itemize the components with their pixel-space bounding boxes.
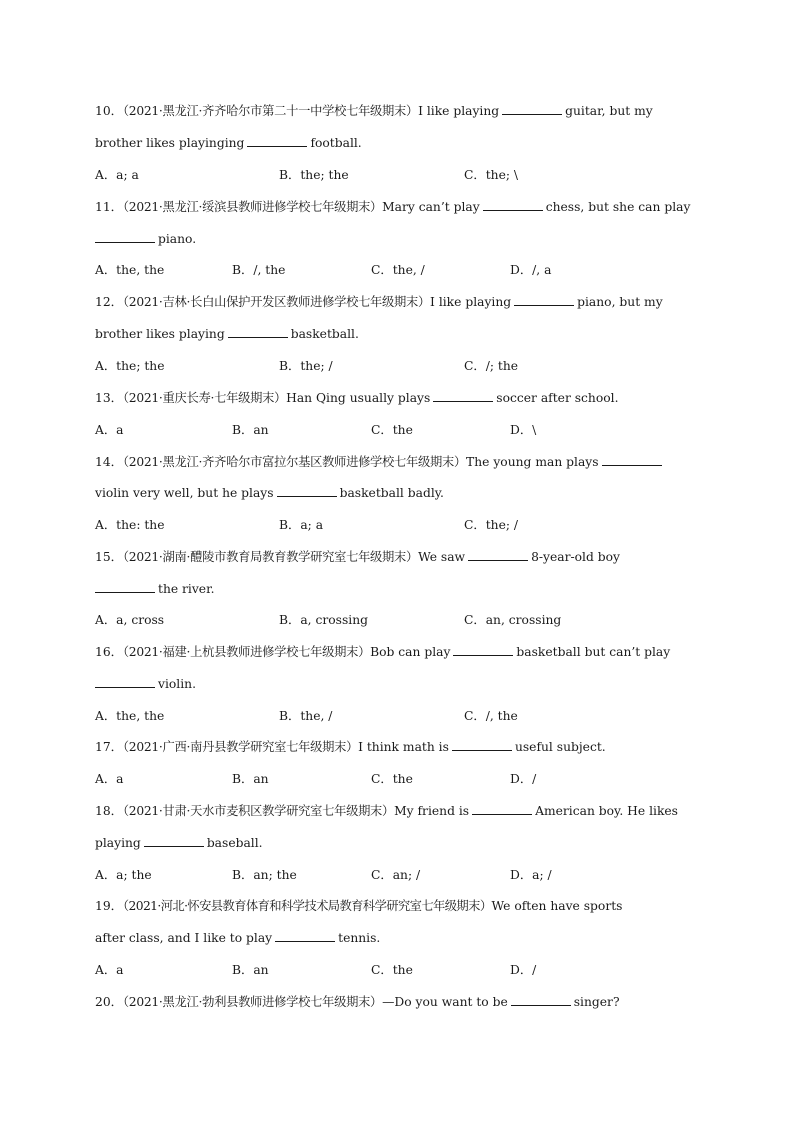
option-c: C．the; \ — [464, 168, 519, 182]
question-15-line-1: 15．（2021·湖南·醴陵市教育局教育教学研究室七年级期末）We saw 8-year-old boy — [95, 550, 620, 564]
question-source: （2021·吉林·长白山保护开发区教师进修学校七年级期末） — [122, 295, 431, 309]
question-11-line-1: 11．（2021·黑龙江·绥滨县教师进修学校七年级期末）Mary can’t play chess, but she can play — [95, 200, 691, 214]
question-19-line-1: 19．（2021·河北·怀安县教育体育和科学技术局教育科学研究室七年级期末）We often have sports — [95, 899, 623, 913]
option-b: B．an — [232, 423, 269, 437]
question-16-line-2: violin. — [95, 676, 700, 692]
option-a: A．the; the — [95, 359, 165, 373]
answer-blank — [453, 644, 513, 656]
option-b: B．/, the — [232, 263, 286, 277]
option-a: A．a; the — [95, 868, 152, 882]
question-15-line-2: the river. — [95, 581, 700, 597]
question-14-line-2: violin very well, but he plays basketball badly. — [95, 486, 444, 500]
question-20-line-1: 20．（2021·黑龙江·勃利县教师进修学校七年级期末）—Do you want to be singer? — [95, 995, 620, 1009]
question-source: （2021·重庆长寿·七年级期末） — [122, 391, 287, 405]
option-c: C．the — [371, 423, 413, 437]
answer-blank — [144, 835, 204, 847]
option-b: B．the; / — [279, 359, 333, 373]
answer-blank — [433, 390, 493, 402]
option-c: C．an, crossing — [464, 613, 562, 627]
question-14-line-1: 14．（2021·黑龙江·齐齐哈尔市富拉尔基区教师进修学校七年级期末）The young man plays — [95, 454, 700, 470]
question-10-line-2: brother likes playinging football. — [95, 136, 362, 150]
question-source: （2021·福建·上杭县教师进修学校七年级期末） — [122, 645, 371, 659]
answer-blank — [247, 135, 307, 147]
question-11-line-2: piano. — [95, 231, 700, 247]
answer-blank — [502, 103, 562, 115]
option-d: D．a; / — [510, 868, 552, 882]
question-source: （2021·黑龙江·齐齐哈尔市富拉尔基区教师进修学校七年级期末） — [122, 455, 467, 469]
option-c: C．an; / — [371, 868, 421, 882]
option-d: D．/ — [510, 963, 537, 977]
question-10-line-1: 10．（2021·黑龙江·齐齐哈尔市第二十一中学校七年级期末）I like playing guitar, but my — [95, 104, 653, 118]
answer-blank — [468, 549, 528, 561]
question-source: （2021·河北·怀安县教育体育和科学技术局教育科学研究室七年级期末） — [122, 899, 492, 913]
answer-blank — [95, 231, 155, 243]
answer-blank — [228, 326, 288, 338]
question-source: （2021·甘肃·天水市麦积区教学研究室七年级期末） — [122, 804, 395, 818]
option-c: C．/; the — [464, 359, 519, 373]
option-b: B．a; a — [279, 518, 324, 532]
answer-blank — [275, 930, 335, 942]
option-b: B．an — [232, 963, 269, 977]
option-b: B．an — [232, 772, 269, 786]
answer-blank — [95, 676, 155, 688]
option-b: B．an; the — [232, 868, 297, 882]
answer-blank — [95, 581, 155, 593]
option-b: B．the, / — [279, 709, 333, 723]
question-source: （2021·黑龙江·齐齐哈尔市第二十一中学校七年级期末） — [122, 104, 419, 118]
question-17-line-1: 17．（2021·广西·南丹县教学研究室七年级期末）I think math is useful subject. — [95, 740, 606, 754]
option-a: A．a, cross — [95, 613, 165, 627]
option-c: C．/, the — [464, 709, 518, 723]
option-a: A．the: the — [95, 518, 165, 532]
answer-blank — [511, 994, 571, 1006]
option-a: A．a; a — [95, 168, 139, 182]
answer-blank — [514, 294, 574, 306]
question-source: （2021·广西·南丹县教学研究室七年级期末） — [122, 740, 359, 754]
option-b: B．the; the — [279, 168, 349, 182]
question-13-line-1: 13．（2021·重庆长寿·七年级期末）Han Qing usually plays soccer after school. — [95, 391, 619, 405]
question-18-line-1: 18．（2021·甘肃·天水市麦积区教学研究室七年级期末）My friend is American boy. He likes — [95, 804, 678, 818]
question-19-line-2: after class, and I like to play tennis. — [95, 931, 381, 945]
question-12-line-2: brother likes playing basketball. — [95, 327, 359, 341]
question-source: （2021·黑龙江·绥滨县教师进修学校七年级期末） — [122, 200, 383, 214]
option-c: C．the — [371, 772, 413, 786]
option-c: C．the, / — [371, 263, 425, 277]
answer-blank — [602, 454, 662, 466]
question-source: （2021·黑龙江·勃利县教师进修学校七年级期末） — [122, 995, 383, 1009]
answer-blank — [452, 739, 512, 751]
option-c: C．the — [371, 963, 413, 977]
answer-blank — [472, 803, 532, 815]
question-18-line-2: playing baseball. — [95, 836, 263, 850]
option-d: D．/, a — [510, 263, 552, 277]
question-source: （2021·湖南·醴陵市教育局教育教学研究室七年级期末） — [122, 550, 419, 564]
option-a: A．a — [95, 963, 124, 977]
option-d: D．\ — [510, 423, 537, 437]
option-a: A．a — [95, 423, 124, 437]
answer-blank — [277, 485, 337, 497]
option-d: D．/ — [510, 772, 537, 786]
option-b: B．a, crossing — [279, 613, 368, 627]
option-a: A．the, the — [95, 709, 165, 723]
option-a: A．the, the — [95, 263, 165, 277]
option-c: C．the; / — [464, 518, 519, 532]
question-16-line-1: 16．（2021·福建·上杭县教师进修学校七年级期末）Bob can play basketball but can’t play — [95, 645, 671, 659]
answer-blank — [483, 199, 543, 211]
question-12-line-1: 12．（2021·吉林·长白山保护开发区教师进修学校七年级期末）I like playing piano, but my — [95, 295, 663, 309]
option-a: A．a — [95, 772, 124, 786]
